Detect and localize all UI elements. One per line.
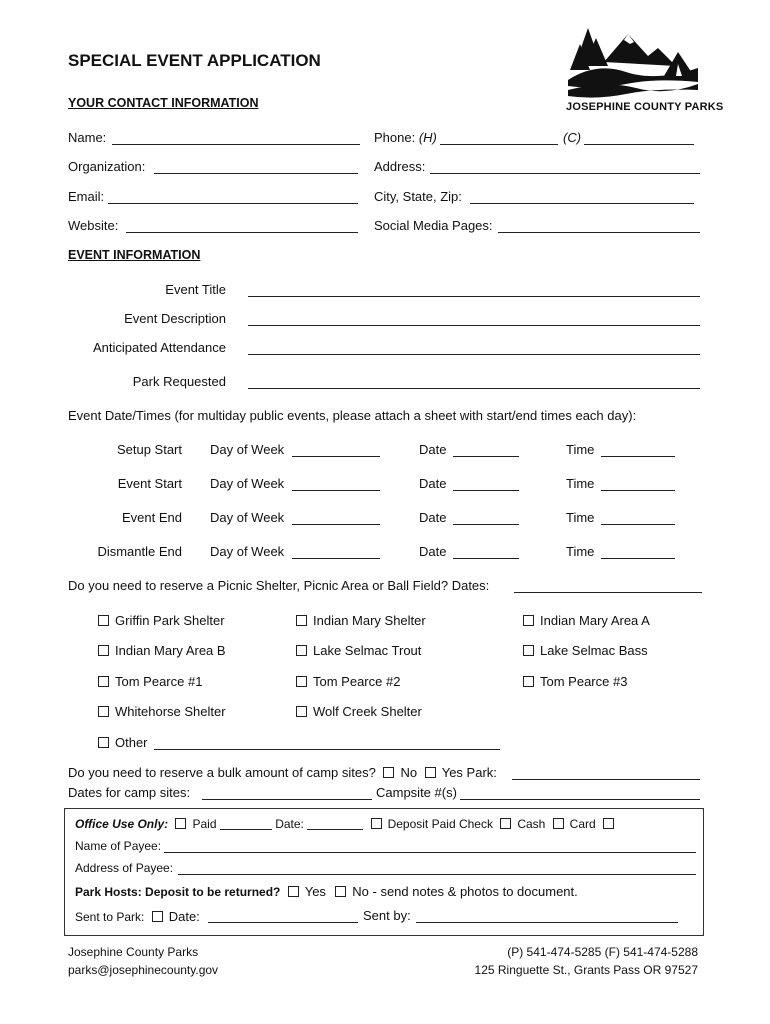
checkbox-icon[interactable] — [98, 737, 109, 748]
contact-heading: YOUR CONTACT INFORMATION — [68, 96, 259, 110]
end-time-field[interactable] — [601, 524, 675, 525]
setup-time-field[interactable] — [601, 456, 675, 457]
attendance-field[interactable] — [248, 354, 700, 355]
campsite-label: Campsite #(s) — [376, 785, 457, 800]
name-field[interactable] — [112, 144, 360, 145]
day-of-week-label: Day of Week — [210, 544, 285, 559]
office-date-label: Date: — [275, 817, 304, 831]
sent-to-park-checkbox-icon[interactable] — [152, 911, 163, 922]
reserve-question: Do you need to reserve a Picnic Shelter, Picnic Area or Ball Field? Dates: — [68, 578, 490, 593]
option-tom-pearce-2[interactable]: Tom Pearce #2 — [296, 674, 400, 689]
checkbox-icon[interactable] — [98, 645, 109, 656]
social-label: Social Media Pages: — [374, 218, 493, 233]
other-field[interactable] — [154, 749, 500, 750]
start-date-field[interactable] — [453, 490, 519, 491]
setup-day-field[interactable] — [292, 456, 380, 457]
checkbox-icon[interactable] — [296, 676, 307, 687]
setup-date-field[interactable] — [453, 456, 519, 457]
address-field[interactable] — [430, 173, 700, 174]
dates-note: Event Date/Times (for multiday public events, please attach a sheet with start/end times each day): — [68, 408, 637, 423]
checkbox-icon[interactable] — [296, 645, 307, 656]
park-requested-label: Park Requested — [132, 374, 226, 389]
checkbox-icon[interactable] — [296, 615, 307, 626]
phone-label: Phone: (H) — [374, 130, 437, 145]
date-label: Date — [419, 476, 447, 491]
camp-dates-label: Dates for camp sites: — [68, 785, 191, 800]
option-tom-pearce-1[interactable]: Tom Pearce #1 — [98, 674, 202, 689]
card-label: Card — [569, 817, 596, 831]
website-label: Website: — [68, 218, 119, 233]
email-label: Email: — [68, 189, 105, 204]
paid-label: Paid — [192, 817, 217, 831]
day-of-week-label: Day of Week — [210, 476, 285, 491]
mountain-tent-logo-icon — [566, 22, 702, 98]
day-of-week-label: Day of Week — [210, 442, 285, 457]
camp-dates-field[interactable] — [202, 799, 372, 800]
end-date-field[interactable] — [453, 524, 519, 525]
dismantle-date-field[interactable] — [453, 558, 519, 559]
payee-name-field[interactable] — [164, 852, 696, 853]
option-lake-selmac-bass[interactable]: Lake Selmac Bass — [523, 643, 648, 658]
dismantle-end-label: Dismantle End — [97, 544, 182, 559]
city-label: City, State, Zip: — [374, 189, 462, 204]
camp-yes-checkbox-icon[interactable] — [425, 767, 436, 778]
dismantle-day-field[interactable] — [292, 558, 380, 559]
sent-date-label: Date: — [168, 909, 200, 924]
sent-date-field[interactable] — [208, 922, 358, 923]
website-field[interactable] — [126, 232, 358, 233]
organization-field[interactable] — [154, 173, 358, 174]
office-date-field[interactable] — [307, 817, 363, 830]
office-row-hosts — [75, 884, 578, 899]
option-indian-mary-area-a[interactable]: Indian Mary Area A — [523, 613, 650, 628]
payee-address-field[interactable] — [178, 874, 696, 875]
checkbox-icon[interactable] — [523, 645, 534, 656]
phone-home-field[interactable] — [440, 144, 558, 145]
hosts-yes-label: Yes — [304, 884, 326, 899]
date-label: Date — [419, 510, 447, 525]
footer-address: 125 Ringuette St., Grants Pass OR 97527 — [474, 963, 698, 977]
time-label: Time — [566, 476, 595, 491]
camp-yes-label: Yes Park: — [441, 765, 497, 780]
option-lake-selmac-trout[interactable]: Lake Selmac Trout — [296, 643, 421, 658]
checkbox-icon[interactable] — [523, 676, 534, 687]
cash-checkbox-icon[interactable] — [500, 818, 511, 829]
hosts-yes-checkbox-icon[interactable] — [288, 886, 299, 897]
event-start-label: Event Start — [117, 476, 182, 491]
card-checkbox-icon[interactable] — [553, 818, 564, 829]
sent-to-park-label: Sent to Park: — [75, 910, 145, 924]
city-field[interactable] — [470, 203, 694, 204]
office-row-sent — [75, 909, 200, 924]
paid-field[interactable] — [220, 817, 272, 830]
dismantle-time-field[interactable] — [601, 558, 675, 559]
checkbox-icon[interactable] — [98, 706, 109, 717]
payee-name-label: Name of Payee: — [75, 839, 162, 853]
event-title-label: Event Title — [165, 282, 226, 297]
option-other[interactable]: Other — [98, 735, 148, 750]
office-row-1 — [75, 817, 620, 831]
paid-checkbox-icon[interactable] — [175, 818, 186, 829]
option-tom-pearce-3[interactable]: Tom Pearce #3 — [523, 674, 627, 689]
park-requested-field[interactable] — [248, 388, 700, 389]
footer-phones: (P) 541-474-5285 (F) 541-474-5288 — [507, 945, 698, 959]
logo-text: JOSEPHINE COUNTY PARKS — [566, 101, 724, 113]
option-wolf-creek-shelter[interactable]: Wolf Creek Shelter — [296, 704, 422, 719]
date-label: Date — [419, 544, 447, 559]
option-whitehorse-shelter[interactable]: Whitehorse Shelter — [98, 704, 226, 719]
camp-no-label: No — [400, 765, 418, 780]
start-time-field[interactable] — [601, 490, 675, 491]
name-label: Name: — [68, 130, 107, 145]
deposit-check-label: Deposit Paid Check — [387, 817, 493, 831]
camp-question-row — [68, 765, 497, 780]
reserve-dates-field[interactable] — [514, 592, 702, 593]
option-indian-mary-shelter[interactable]: Indian Mary Shelter — [296, 613, 426, 628]
footer-email[interactable]: parks@josephinecounty.gov — [68, 963, 219, 977]
footer-org: Josephine County Parks — [68, 945, 199, 959]
campsite-field[interactable] — [460, 799, 700, 800]
email-field[interactable] — [108, 203, 358, 204]
date-label: Date — [419, 442, 447, 457]
phone-h-label: (H) — [418, 130, 437, 145]
checkbox-icon[interactable] — [296, 706, 307, 717]
deposit-check-checkbox-icon[interactable] — [371, 818, 382, 829]
phone-c-label: (C) — [563, 130, 582, 145]
event-description-label: Event Description — [124, 311, 226, 326]
social-field[interactable] — [498, 232, 700, 233]
camp-question: Do you need to reserve a bulk amount of camp sites? — [68, 765, 376, 780]
camp-no-checkbox-icon[interactable] — [383, 767, 394, 778]
phone-cell-field[interactable] — [584, 144, 694, 145]
sent-by-field[interactable] — [416, 922, 678, 923]
event-title-field[interactable] — [248, 296, 700, 297]
park-hosts-label: Park Hosts: Deposit to be returned? — [75, 885, 281, 899]
day-of-week-label: Day of Week — [210, 510, 285, 525]
start-day-field[interactable] — [292, 490, 380, 491]
attendance-label: Anticipated Attendance — [93, 340, 226, 355]
hosts-no-label: No - send notes & photos to document. — [352, 884, 578, 899]
cash-label: Cash — [517, 817, 546, 831]
end-day-field[interactable] — [292, 524, 380, 525]
setup-start-label: Setup Start — [116, 442, 182, 457]
organization-label: Organization: — [68, 159, 146, 174]
logo — [566, 22, 724, 113]
option-indian-mary-area-b[interactable]: Indian Mary Area B — [98, 643, 226, 658]
time-label: Time — [566, 442, 595, 457]
address-label: Address: — [374, 159, 426, 174]
event-heading: EVENT INFORMATION — [68, 248, 201, 262]
checkbox-icon[interactable] — [523, 615, 534, 626]
time-label: Time — [566, 510, 595, 525]
time-label: Time — [566, 544, 595, 559]
payee-address-label: Address of Payee: — [75, 861, 174, 875]
hosts-no-checkbox-icon[interactable] — [335, 886, 346, 897]
event-end-label: Event End — [122, 510, 182, 525]
office-use-label: Office Use Only: — [75, 817, 169, 831]
camp-park-field[interactable] — [512, 779, 700, 780]
extra-checkbox-icon[interactable] — [603, 818, 614, 829]
checkbox-icon[interactable] — [98, 676, 109, 687]
option-griffin-park-shelter[interactable]: Griffin Park Shelter — [98, 613, 225, 628]
checkbox-icon[interactable] — [98, 615, 109, 626]
event-description-field[interactable] — [248, 325, 700, 326]
sent-by-label: Sent by: — [363, 908, 411, 923]
page-title: SPECIAL EVENT APPLICATION — [68, 51, 321, 70]
